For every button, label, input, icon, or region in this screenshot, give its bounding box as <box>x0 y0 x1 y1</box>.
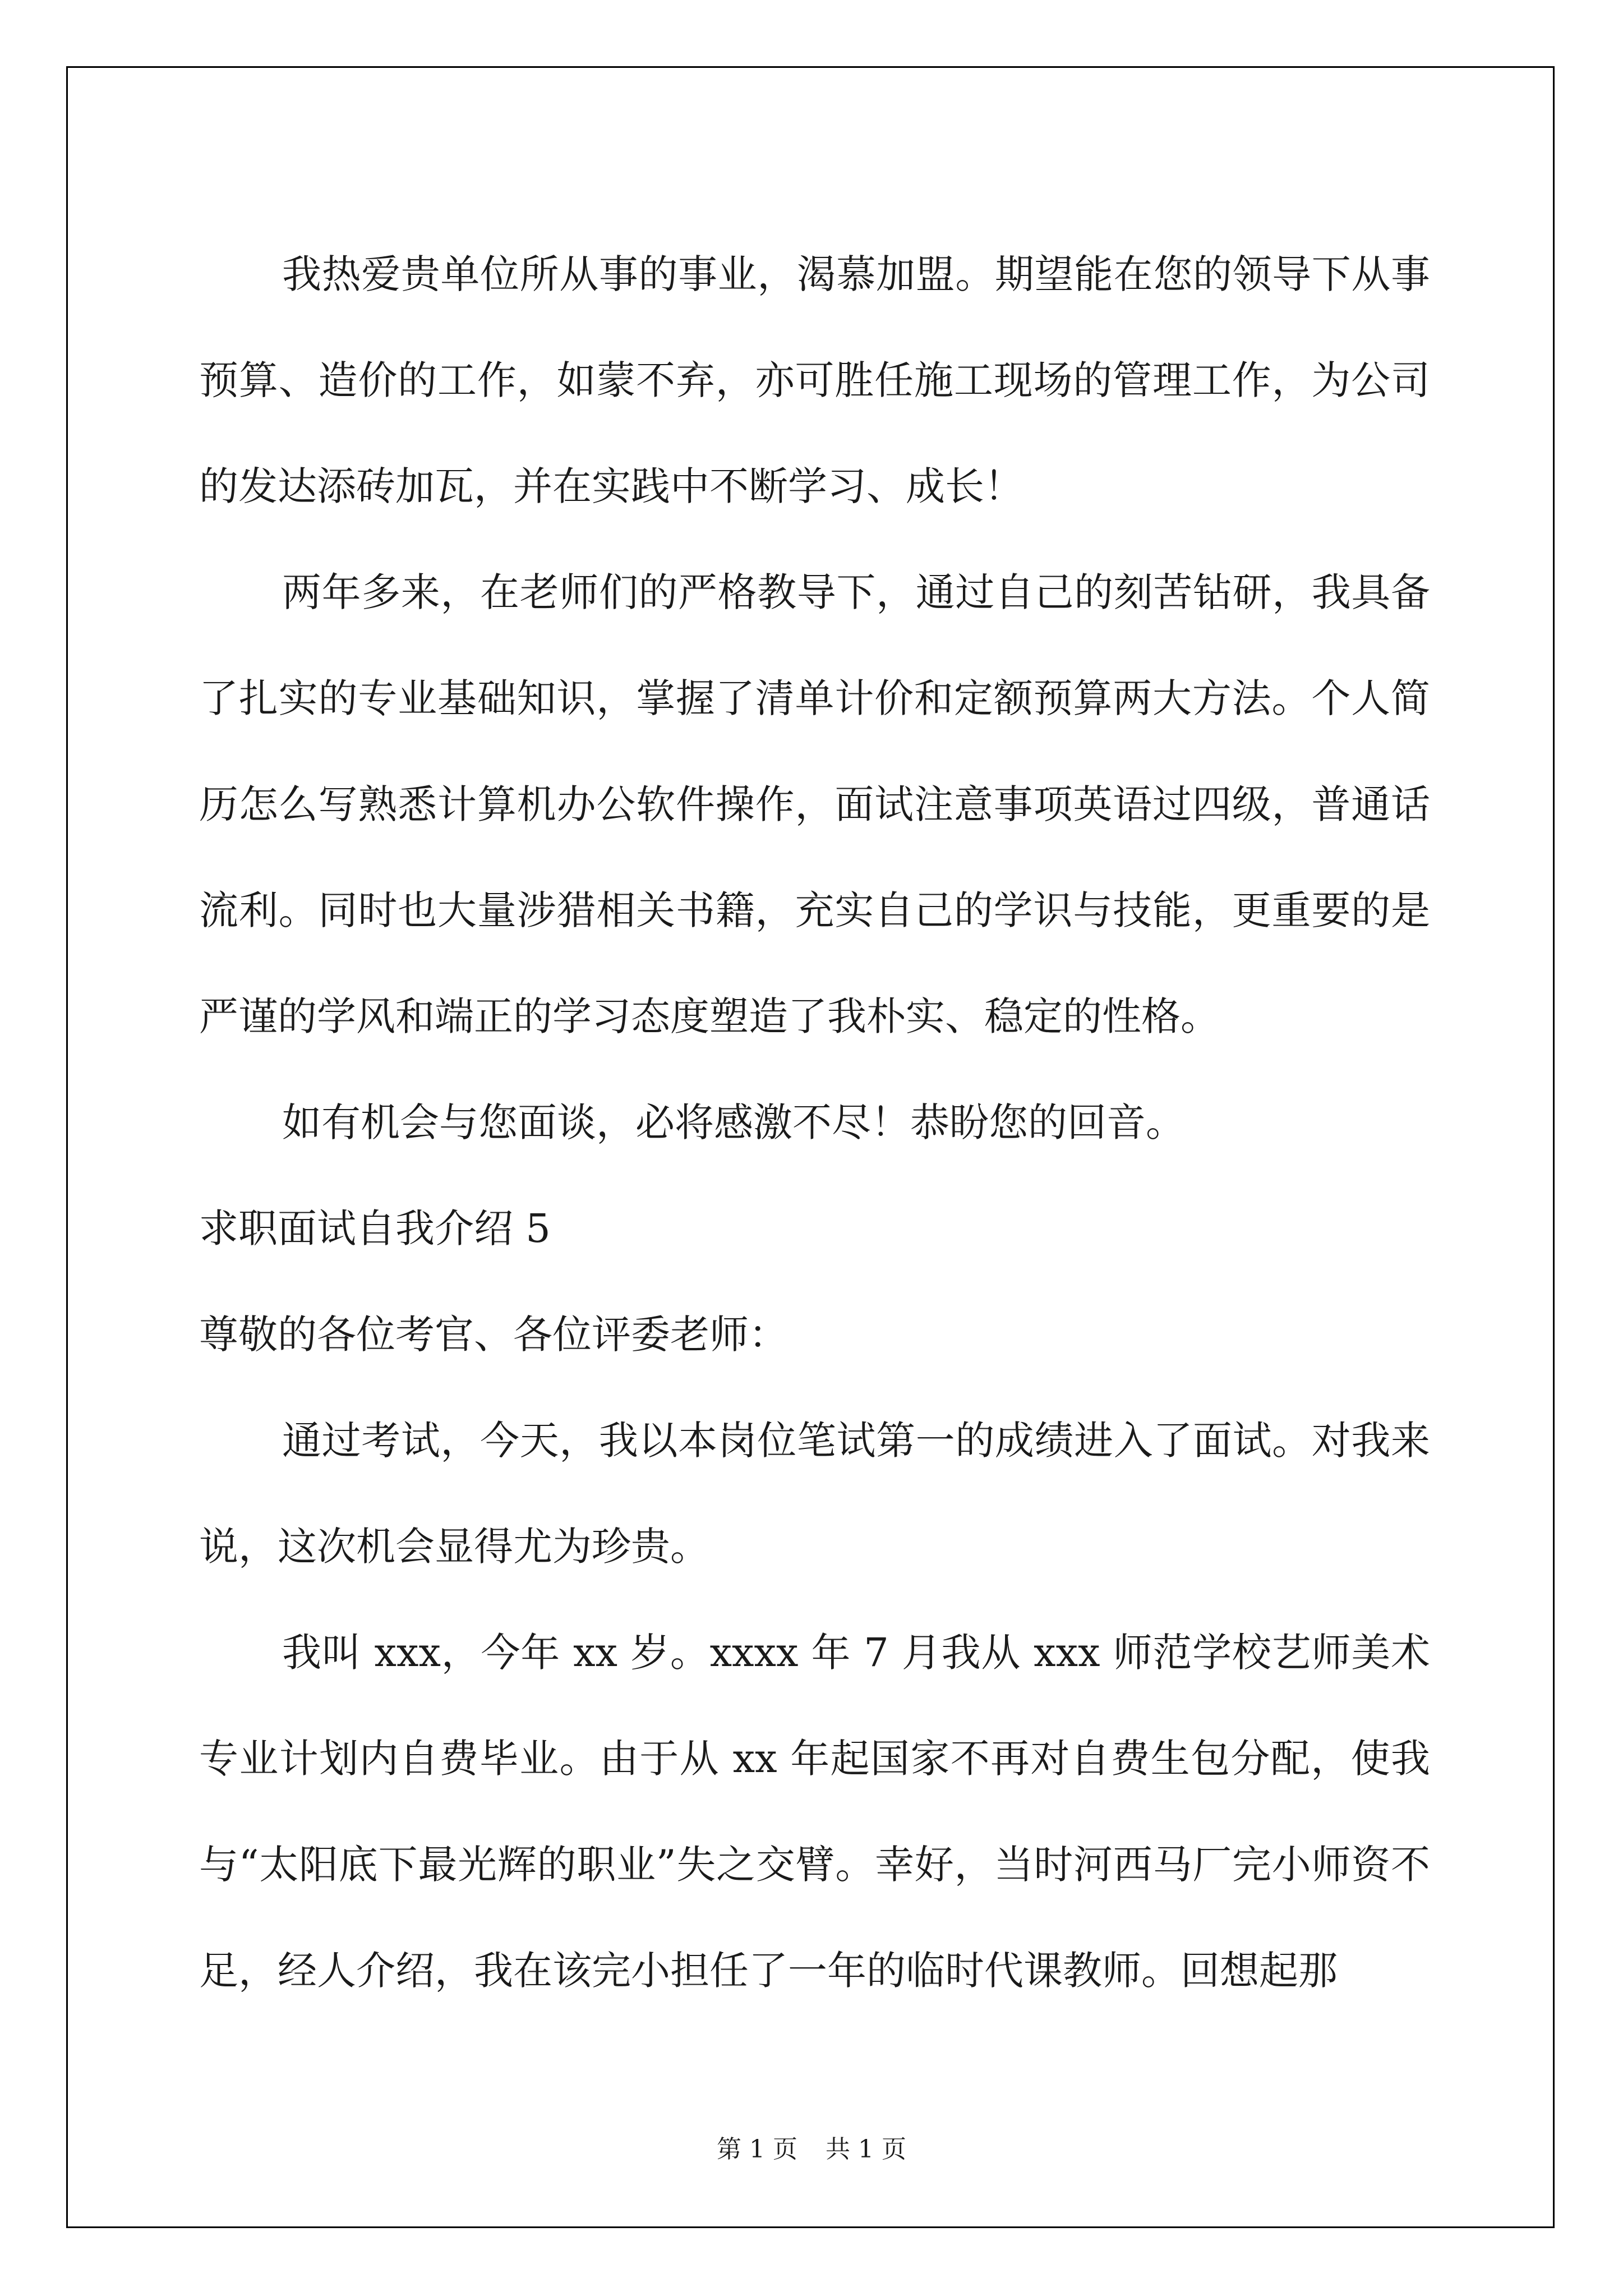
paragraph-3: 如有机会与您面谈，必将感激不尽！恭盼您的回音。 <box>282 1099 1185 1145</box>
page-footer <box>0 2129 1623 2165</box>
page-number: 第 1 页 <box>717 2135 797 2164</box>
paragraph-6: 我叫 xxx，今年 xx 岁。xxxx 年 7 月我从 xxx 师范学校艺师美术专业计划内自费毕业。由于从 xx 年起国家不再对自费生包分配，使我与“太阳底下最光辉的职业”失之交臂。幸好，当时河西马厂完小师资不足，经人介绍，我在该完小担任了一年的临时代课教师。回想起那 <box>199 1630 1430 1994</box>
page-total: 共 1 页 <box>826 2135 906 2164</box>
salutation: 尊敬的各位考官、各位评委老师： <box>199 1312 788 1358</box>
document-body <box>199 222 1430 2024</box>
paragraph-1: 我热爱贵单位所从事的事业，渴慕加盟。期望能在您的领导下从事预算、造价的工作，如蒙不弃，亦可胜任施工现场的管理工作，为公司的发达添砖加瓦，并在实践中不断学习、成长！ <box>199 251 1430 509</box>
section-heading: 求职面试自我介绍 5 <box>199 1205 551 1251</box>
paragraph-2: 两年多来，在老师们的严格教导下，通过自己的刻苦钻研，我具备了扎实的专业基础知识，掌握了清单计价和定额预算两大方法。个人简历怎么写熟悉计算机办公软件操作，面试注意事项英语过四级，普通话流利。同时也大量涉猎相关书籍，充实自己的学识与技能，更重要的是严谨的学风和端正的学习态度塑造了我朴实、稳定的性格。 <box>199 569 1430 1039</box>
paragraph-5: 通过考试，今天，我以本岗位笔试第一的成绩进入了面试。对我来说，这次机会显得尤为珍贵。 <box>199 1418 1430 1570</box>
